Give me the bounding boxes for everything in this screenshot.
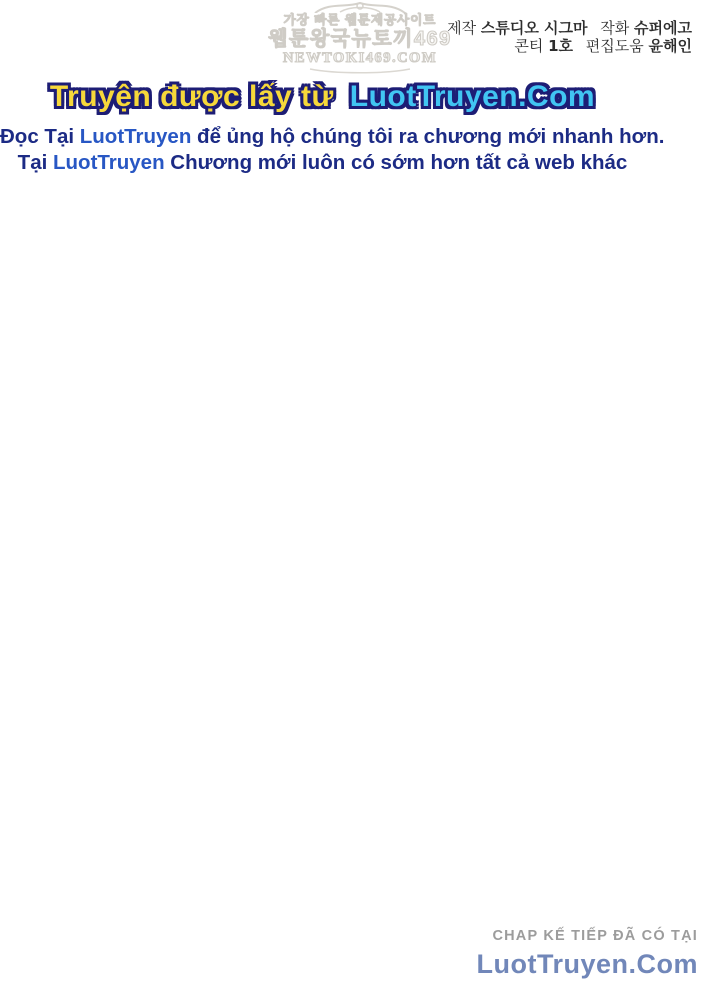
- watermark-domain: NEWTOKI469.COM: [282, 50, 438, 66]
- promo-line-2: [0, 150, 645, 176]
- credit-role-storyboard: 콘티: [514, 37, 549, 55]
- promo-line1-pre: Đọc Tại: [0, 125, 80, 148]
- credit-line-production: [447, 19, 692, 37]
- promo-title-text: Truyện được lấy từ: [49, 80, 334, 113]
- next-chapter-notice: [477, 928, 699, 979]
- credit-name-artist: 슈퍼에고: [634, 19, 692, 37]
- credit-role-producer: 제작: [447, 19, 481, 37]
- credit-role-editing: 편집도움: [581, 37, 649, 55]
- promo-line2-brand: LuotTruyen: [53, 151, 165, 174]
- promo-line2-post: Chương mới luôn có sớm hơn tất cả web khác: [164, 151, 628, 174]
- promo-title-brand: LuotTruyen.Com: [349, 80, 596, 113]
- promo-line1-post: để ủng hộ chúng tôi ra chương mới nhanh hơn.: [191, 125, 665, 148]
- promo-line-1: [0, 124, 665, 150]
- translator-promo: [0, 74, 665, 176]
- promo-line2-pre: Tại: [17, 151, 53, 174]
- footer-brand: LuotTruyen.Com: [476, 949, 698, 979]
- watermark-tagline: 가장 빠른 웹툰제공사이트: [283, 13, 437, 27]
- production-credits: [447, 19, 692, 55]
- credit-role-artist: 작화: [595, 19, 635, 37]
- underline-flourish-icon: [305, 66, 415, 74]
- watermark-sitename: 웹툰왕국뉴토끼469: [268, 28, 452, 50]
- crown-flourish-icon: [295, 0, 425, 13]
- promo-title: [0, 74, 645, 120]
- credit-name-studio: 스튜디오 시그마: [480, 19, 588, 37]
- credit-name-storyboard: 1호: [548, 37, 574, 55]
- credit-line-staff: [447, 37, 692, 55]
- credit-name-editor: 윤해인: [648, 37, 692, 55]
- next-chapter-caption: CHAP KẾ TIẾP ĐÃ CÓ TẠI: [492, 928, 698, 944]
- promo-line1-brand: LuotTruyen: [79, 125, 192, 148]
